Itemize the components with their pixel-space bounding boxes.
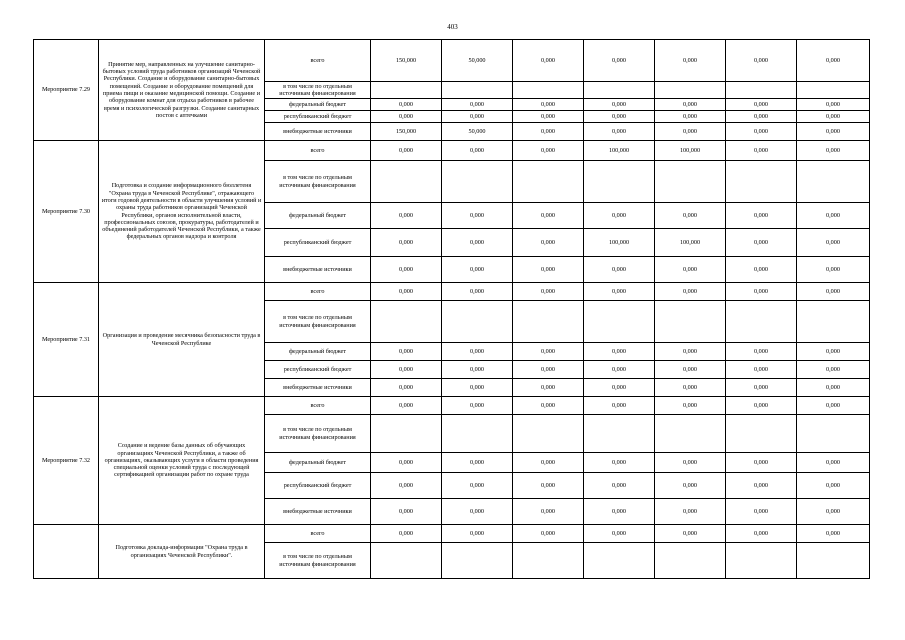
funding-value-cell: 0,000 [797, 229, 870, 257]
funding-value-cell [584, 82, 655, 99]
funding-value-cell: 0,000 [442, 141, 513, 161]
funding-value-cell: 0,000 [726, 111, 797, 123]
table-row [34, 283, 870, 301]
funding-value-cell: 0,000 [442, 99, 513, 111]
funding-value-cell: 0,000 [513, 40, 584, 82]
funding-value-cell: 0,000 [442, 283, 513, 301]
funding-value-cell: 0,000 [797, 343, 870, 361]
funding-source-label: в том числе по отдельным источникам финансирования [265, 161, 371, 203]
funding-value-cell: 100,000 [584, 229, 655, 257]
funding-value-cell [655, 161, 726, 203]
funding-value-cell [513, 301, 584, 343]
funding-source-label: в том числе по отдельным источникам финансирования [265, 82, 371, 99]
funding-value-cell: 0,000 [513, 123, 584, 141]
funding-value-cell: 0,000 [371, 99, 442, 111]
funding-value-cell: 0,000 [584, 111, 655, 123]
funding-value-cell: 0,000 [584, 499, 655, 525]
funding-value-cell [726, 161, 797, 203]
funding-value-cell [655, 301, 726, 343]
funding-value-cell: 0,000 [442, 499, 513, 525]
funding-source-label: республиканский бюджет [265, 111, 371, 123]
funding-value-cell: 150,000 [371, 40, 442, 82]
funding-value-cell [797, 161, 870, 203]
funding-value-cell: 0,000 [726, 473, 797, 499]
funding-value-cell: 0,000 [726, 257, 797, 283]
funding-value-cell: 0,000 [371, 283, 442, 301]
funding-value-cell: 0,000 [513, 525, 584, 543]
funding-value-cell: 0,000 [442, 361, 513, 379]
funding-value-cell: 0,000 [442, 525, 513, 543]
funding-value-cell: 0,000 [797, 283, 870, 301]
funding-value-cell: 0,000 [513, 379, 584, 397]
funding-value-cell: 0,000 [726, 99, 797, 111]
funding-value-cell: 0,000 [655, 343, 726, 361]
funding-value-cell [584, 543, 655, 579]
funding-value-cell: 0,000 [726, 379, 797, 397]
funding-source-label: всего [265, 397, 371, 415]
funding-value-cell [584, 161, 655, 203]
table-row [34, 40, 870, 82]
funding-value-cell: 0,000 [371, 379, 442, 397]
funding-value-cell [584, 301, 655, 343]
funding-table [33, 39, 870, 579]
funding-value-cell [726, 415, 797, 453]
funding-value-cell [371, 161, 442, 203]
funding-value-cell: 0,000 [655, 257, 726, 283]
funding-value-cell: 0,000 [655, 525, 726, 543]
funding-value-cell: 0,000 [655, 361, 726, 379]
funding-source-label: внебюджетные источники [265, 123, 371, 141]
funding-value-cell [442, 543, 513, 579]
funding-value-cell: 50,000 [442, 40, 513, 82]
funding-source-label: в том числе по отдельным источникам финансирования [265, 543, 371, 579]
funding-value-cell: 0,000 [371, 361, 442, 379]
funding-value-cell: 0,000 [513, 99, 584, 111]
measure-description: Подготовка доклада-информации "Охрана труда в организациях Чеченской Республики". [99, 525, 265, 579]
measure-id: Мероприятие 7.30 [34, 141, 99, 283]
funding-value-cell: 0,000 [371, 141, 442, 161]
funding-value-cell: 0,000 [442, 257, 513, 283]
funding-value-cell [726, 543, 797, 579]
funding-value-cell: 0,000 [584, 40, 655, 82]
funding-value-cell [797, 543, 870, 579]
funding-source-label: республиканский бюджет [265, 229, 371, 257]
funding-value-cell: 0,000 [584, 123, 655, 141]
funding-value-cell: 0,000 [442, 453, 513, 473]
funding-value-cell: 0,000 [797, 141, 870, 161]
funding-value-cell: 0,000 [371, 499, 442, 525]
funding-value-cell: 0,000 [513, 453, 584, 473]
funding-value-cell: 100,000 [655, 141, 726, 161]
funding-value-cell: 0,000 [726, 283, 797, 301]
funding-value-cell: 0,000 [513, 473, 584, 499]
funding-value-cell [442, 161, 513, 203]
funding-value-cell [371, 543, 442, 579]
funding-value-cell: 0,000 [442, 203, 513, 229]
funding-value-cell: 0,000 [726, 141, 797, 161]
funding-value-cell [442, 301, 513, 343]
funding-value-cell: 0,000 [797, 111, 870, 123]
funding-value-cell: 0,000 [726, 40, 797, 82]
funding-value-cell: 0,000 [371, 111, 442, 123]
measure-description: Создание и ведение базы данных об обучающих организациях Чеченской Республики, а также об организациях, оказывающих услуги в области проведения специальной оценки условий труда с последующей сертификацией организации работ по охране труда [99, 397, 265, 525]
funding-value-cell: 0,000 [513, 141, 584, 161]
funding-value-cell: 0,000 [442, 229, 513, 257]
funding-value-cell: 0,000 [513, 203, 584, 229]
funding-value-cell [655, 543, 726, 579]
funding-value-cell [655, 82, 726, 99]
funding-value-cell: 0,000 [513, 257, 584, 283]
funding-value-cell: 0,000 [726, 343, 797, 361]
funding-value-cell: 0,000 [513, 499, 584, 525]
funding-value-cell: 100,000 [655, 229, 726, 257]
funding-value-cell: 0,000 [513, 229, 584, 257]
funding-value-cell: 0,000 [655, 453, 726, 473]
funding-value-cell: 0,000 [584, 343, 655, 361]
measure-description: Подготовка и создание информационного бюллетеня "Охрана труда в Чеченской Республике", отражающего итоги годовой деятельности в области улучшения условий и охраны труда работников организаций Чеченской Республики, органов исполнительной власти, профессиональных союзов, прокуратуры, работодателей и объединений работодателей Чеченской Республики, а также федеральных органов надзора и контроля [99, 141, 265, 283]
funding-value-cell: 0,000 [655, 397, 726, 415]
funding-value-cell: 0,000 [797, 453, 870, 473]
funding-value-cell: 0,000 [371, 229, 442, 257]
funding-source-label: федеральный бюджет [265, 99, 371, 111]
funding-value-cell: 0,000 [442, 343, 513, 361]
funding-value-cell: 0,000 [726, 499, 797, 525]
funding-value-cell: 0,000 [726, 203, 797, 229]
funding-value-cell: 0,000 [584, 397, 655, 415]
funding-value-cell: 0,000 [513, 361, 584, 379]
funding-value-cell: 0,000 [726, 229, 797, 257]
funding-source-label: всего [265, 40, 371, 82]
funding-value-cell: 0,000 [797, 203, 870, 229]
funding-source-label: всего [265, 283, 371, 301]
funding-value-cell: 0,000 [655, 40, 726, 82]
funding-value-cell [797, 82, 870, 99]
funding-value-cell: 0,000 [513, 111, 584, 123]
funding-value-cell [513, 82, 584, 99]
table-row [34, 525, 870, 543]
funding-value-cell: 0,000 [655, 379, 726, 397]
funding-value-cell: 0,000 [371, 257, 442, 283]
funding-value-cell: 0,000 [797, 40, 870, 82]
funding-value-cell [797, 415, 870, 453]
funding-source-label: внебюджетные источники [265, 257, 371, 283]
funding-value-cell: 0,000 [584, 473, 655, 499]
funding-value-cell: 0,000 [797, 123, 870, 141]
funding-value-cell [442, 415, 513, 453]
funding-value-cell: 0,000 [726, 453, 797, 473]
funding-value-cell: 0,000 [371, 203, 442, 229]
funding-value-cell: 0,000 [797, 397, 870, 415]
funding-value-cell [797, 301, 870, 343]
funding-value-cell: 0,000 [655, 123, 726, 141]
funding-source-label: федеральный бюджет [265, 203, 371, 229]
funding-value-cell: 0,000 [584, 99, 655, 111]
table-row [34, 141, 870, 161]
funding-value-cell: 0,000 [726, 361, 797, 379]
measure-id [34, 525, 99, 579]
funding-value-cell: 0,000 [371, 453, 442, 473]
funding-source-label: внебюджетные источники [265, 379, 371, 397]
funding-value-cell: 0,000 [655, 473, 726, 499]
funding-source-label: республиканский бюджет [265, 361, 371, 379]
funding-value-cell: 50,000 [442, 123, 513, 141]
funding-value-cell: 0,000 [655, 283, 726, 301]
funding-value-cell [655, 415, 726, 453]
funding-value-cell: 0,000 [797, 499, 870, 525]
funding-source-label: федеральный бюджет [265, 343, 371, 361]
funding-value-cell: 0,000 [584, 203, 655, 229]
funding-value-cell: 0,000 [797, 361, 870, 379]
funding-value-cell: 0,000 [513, 343, 584, 361]
funding-value-cell [726, 82, 797, 99]
funding-value-cell: 0,000 [655, 499, 726, 525]
funding-value-cell [371, 415, 442, 453]
measure-id: Мероприятие 7.32 [34, 397, 99, 525]
funding-source-label: внебюджетные источники [265, 499, 371, 525]
funding-value-cell: 0,000 [797, 525, 870, 543]
funding-source-label: республиканский бюджет [265, 473, 371, 499]
funding-value-cell: 0,000 [584, 453, 655, 473]
funding-value-cell: 0,000 [584, 361, 655, 379]
funding-value-cell [584, 415, 655, 453]
measure-id: Мероприятие 7.31 [34, 283, 99, 397]
funding-value-cell: 0,000 [371, 397, 442, 415]
funding-source-label: в том числе по отдельным источникам финансирования [265, 415, 371, 453]
funding-value-cell: 0,000 [442, 379, 513, 397]
funding-source-label: всего [265, 525, 371, 543]
funding-value-cell [371, 301, 442, 343]
funding-value-cell: 150,000 [371, 123, 442, 141]
funding-value-cell: 0,000 [442, 111, 513, 123]
funding-value-cell: 0,000 [655, 99, 726, 111]
funding-source-label: всего [265, 141, 371, 161]
funding-value-cell [371, 82, 442, 99]
funding-value-cell: 0,000 [797, 473, 870, 499]
funding-value-cell: 0,000 [797, 99, 870, 111]
funding-value-cell: 0,000 [726, 397, 797, 415]
funding-value-cell: 0,000 [513, 397, 584, 415]
funding-value-cell [513, 543, 584, 579]
table-body [34, 40, 870, 579]
funding-value-cell [513, 161, 584, 203]
measure-description: Организация и проведение месячника безопасности труда в Чеченской Республике [99, 283, 265, 397]
funding-value-cell [726, 301, 797, 343]
funding-value-cell: 0,000 [726, 525, 797, 543]
page-number: 403 [447, 23, 458, 31]
funding-value-cell: 0,000 [726, 123, 797, 141]
funding-value-cell: 0,000 [371, 473, 442, 499]
funding-value-cell [442, 82, 513, 99]
funding-value-cell: 0,000 [584, 379, 655, 397]
measure-description: Принятие мер, направленных на улучшение санитарно-бытовых условий труда работников организаций Чеченской Республики. Создание и оборудование санитарно-бытовых помещений. Создание и оборудование помещений для приема пищи и оказание медицинской помощи. Создание и оборудование комнат для отдыха работников в рабочее время и психологической разгрузки. Создание санитарных постов с аптечками [99, 40, 265, 141]
table-row [34, 397, 870, 415]
funding-value-cell: 100,000 [584, 141, 655, 161]
funding-value-cell: 0,000 [371, 343, 442, 361]
funding-value-cell: 0,000 [442, 397, 513, 415]
funding-source-label: федеральный бюджет [265, 453, 371, 473]
funding-value-cell: 0,000 [371, 525, 442, 543]
funding-value-cell: 0,000 [442, 473, 513, 499]
funding-value-cell: 0,000 [584, 257, 655, 283]
funding-value-cell: 0,000 [797, 379, 870, 397]
measure-id: Мероприятие 7.29 [34, 40, 99, 141]
funding-value-cell: 0,000 [797, 257, 870, 283]
funding-value-cell: 0,000 [513, 283, 584, 301]
funding-value-cell [513, 415, 584, 453]
funding-source-label: в том числе по отдельным источникам финансирования [265, 301, 371, 343]
funding-value-cell: 0,000 [655, 203, 726, 229]
funding-value-cell: 0,000 [655, 111, 726, 123]
funding-value-cell: 0,000 [584, 525, 655, 543]
funding-value-cell: 0,000 [584, 283, 655, 301]
